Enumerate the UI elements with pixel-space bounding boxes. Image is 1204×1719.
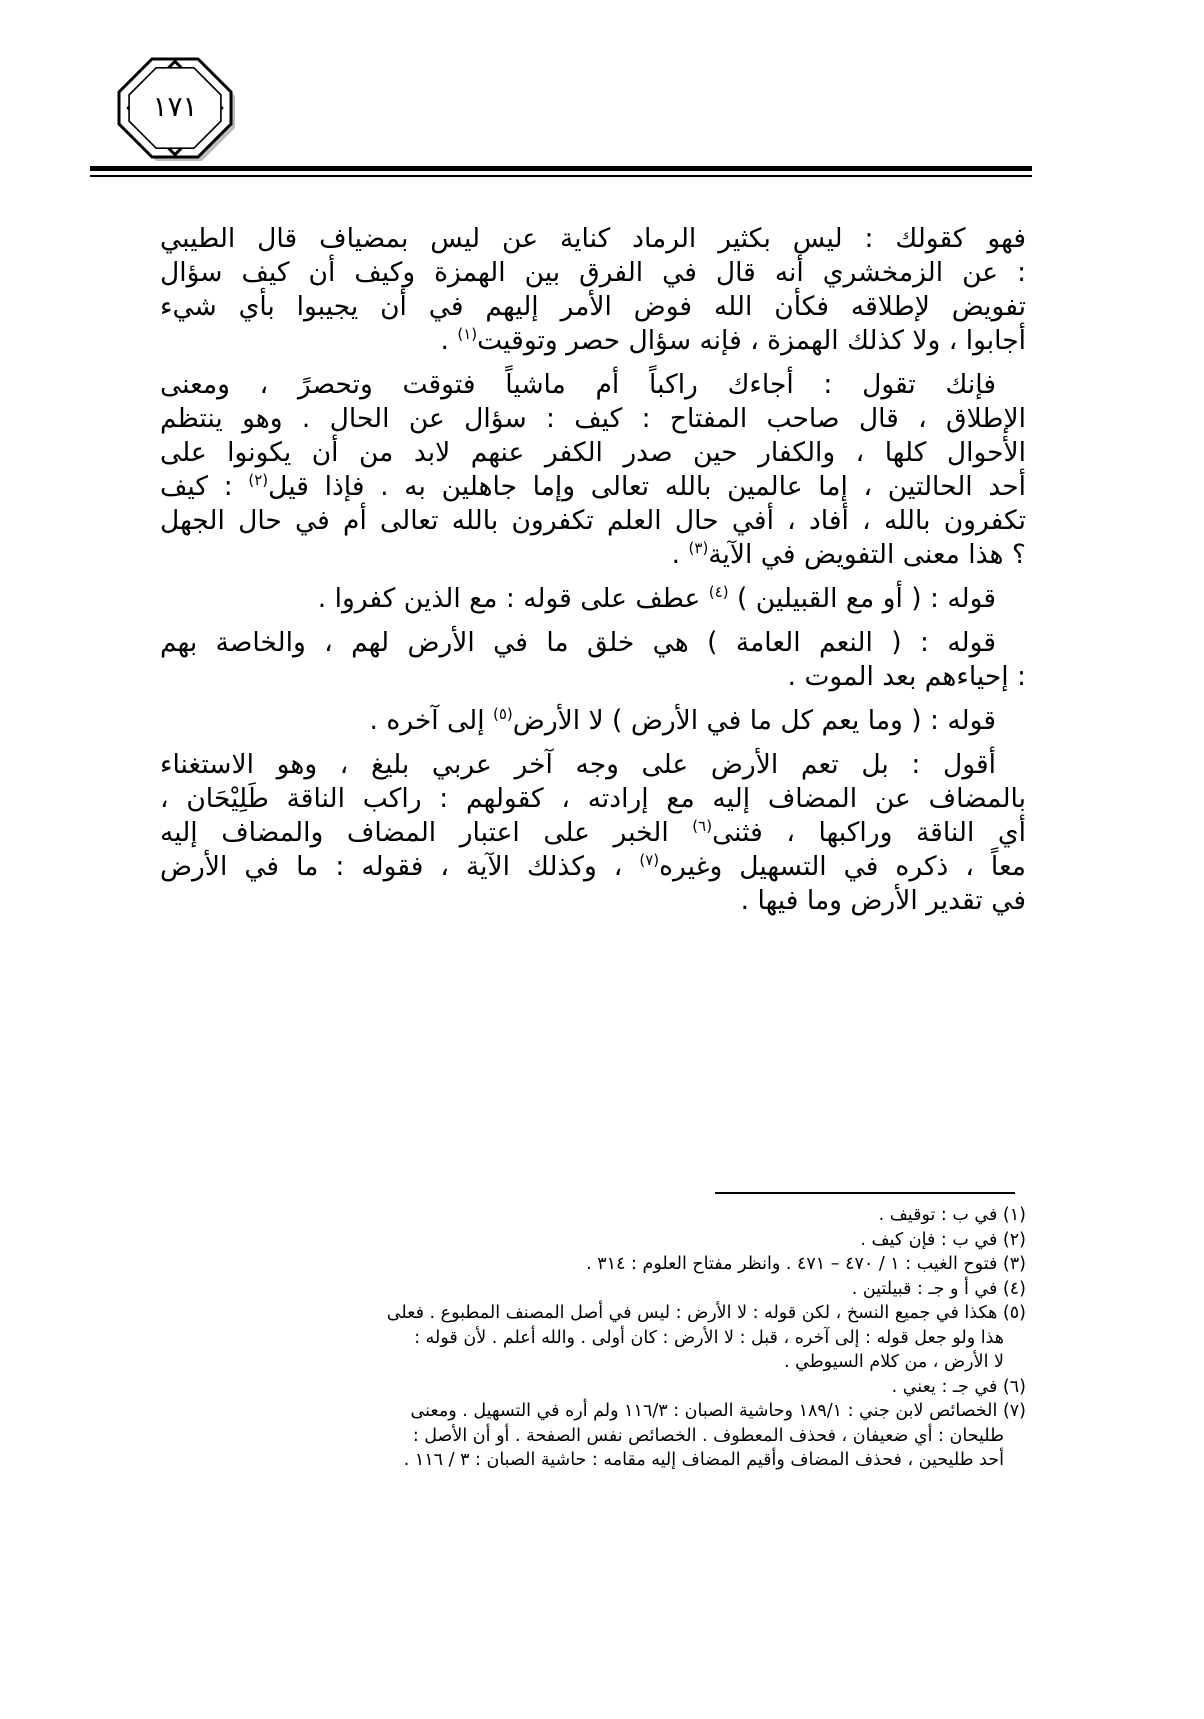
text-run: أحد الحالتين ، إما عالمين بالله تعالى وإما جاهلين به . فإذا قيل: [268, 471, 1026, 502]
text-line: [160, 582, 1026, 616]
footnotes: [160, 1203, 1026, 1473]
footnote-marker: (٦): [692, 817, 713, 836]
text-line: قوله : ( النعم العامة ) هي خلق ما في الأرض لهم ، والخاصة بهم: [160, 627, 996, 658]
text-run: أي الناقة وراكبها ، فثنى: [712, 817, 1027, 848]
text-run: إلى آخره .: [369, 705, 493, 736]
footnote-marker: (٣): [688, 539, 709, 558]
text-line: [160, 538, 1026, 572]
paragraph: [160, 748, 1026, 918]
footnote-line: (٢) في ب : فإن كيف .: [860, 1229, 1026, 1250]
text-line: أقول : بل تعم الأرض على وجه آخر عربي بليغ ، وهو الاستغناء: [160, 749, 996, 780]
page-number: ١٧١: [152, 90, 198, 123]
header-rule-thick: [90, 166, 1032, 171]
footnote-line: (٥) هكذا في جميع النسخ ، لكن قوله : لا الأرض : ليس في أصل المصنف المطبوع . فعلى: [386, 1303, 1026, 1323]
footnote-line: (٧) الخصائص لابن جني : ١٨٩/١ وحاشية الصبان : ١١٦/٣ ولم أره في التسهيل . ومعنى: [410, 1401, 1026, 1421]
text-line: : إحياءهم بعد الموت .: [787, 661, 1026, 692]
footnote-line: (٣) فتوح الغيب : ١ / ٤٧٠ – ٤٧١ . وانظر مفتاح العلوم : ٣١٤ .: [586, 1254, 1026, 1274]
text-line: [160, 704, 1026, 738]
text-line: فإنك تقول : أجاءك راكباً أم ماشياً فتوقت وتحصرً ، ومعنى: [160, 369, 996, 400]
text-run: .: [671, 539, 689, 570]
paragraph: [160, 582, 1026, 616]
text-run: قوله : ( أو مع القبيلين ): [728, 583, 996, 614]
text-line: تفويض لإطلاقه فكأن الله فوض الأمر إليهم في أن يجيبوا بأي شيء: [160, 291, 1026, 322]
paragraph: [160, 368, 1026, 572]
text-line: الإطلاق ، قال صاحب المفتاح : كيف : سؤال عن الحال . وهو ينتظم: [160, 403, 1026, 434]
text-run: : كيف: [160, 471, 249, 502]
text-line: تكفرون بالله ، أفاد ، أفي حال العلم تكفرون بالله تعالى أم في حال الجهل: [160, 505, 1026, 536]
footnote-marker: (٧): [639, 851, 660, 870]
text-line: [160, 470, 1026, 504]
paragraph: [160, 626, 1026, 694]
footnote-line: طليحان : أي ضعيفان ، فحذف المعطوف . الخصائص نفس الصفحة . أو أن الأصل :: [412, 1425, 1004, 1446]
footnote-marker: (٥): [493, 705, 513, 724]
footnote-marker: (١): [457, 325, 478, 344]
footnote: [160, 1375, 1026, 1400]
footnote-separator: [715, 1192, 1015, 1194]
text-run: الخبر على اعتبار المضاف والمضاف إليه: [160, 817, 693, 848]
text-run: أجابوا ، ولا كذلك الهمزة ، فإنه سؤال حصر وتوقيت: [477, 325, 1026, 356]
footnote: [160, 1301, 1026, 1375]
text-run: .: [440, 325, 458, 356]
footnote-line: (١) في ب : توقيف .: [878, 1205, 1026, 1225]
footnote: [160, 1252, 1026, 1277]
text-line: [160, 850, 1026, 884]
footnote: [160, 1228, 1026, 1253]
text-line: في تقدير الأرض وما فيها .: [740, 885, 1026, 916]
footnote-line: هذا ولو جعل قوله : إلى آخره ، قبل : لا الأرض : كان أولى . والله أعلم . لأن قوله :: [414, 1327, 1004, 1348]
header-rule-thin: [90, 175, 1032, 177]
footnote-line: لا الأرض ، من كلام السيوطي .: [784, 1352, 1004, 1372]
main-text: [160, 222, 1026, 928]
text-run: قوله : ( وما يعم كل ما في الأرض ) لا الأرض: [512, 705, 996, 736]
footnote-line: أحد طليحين ، فحذف المضاف وأقيم المضاف إليه مقامه : حاشية الصبان : ٣ / ١١٦ .: [403, 1450, 1004, 1470]
text-line: : عن الزمخشري أنه قال في الفرق بين الهمزة وكيف أن كيف سؤال: [160, 257, 1026, 288]
paragraph: [160, 222, 1026, 358]
text-line: [160, 816, 1026, 850]
footnote: [160, 1277, 1026, 1302]
text-line: بالمضاف عن المضاف إليه مع إرادته ، كقولهم : راكب الناقة طَلِيْحَان ،: [160, 783, 1026, 814]
text-run: ، وكذلك الآية ، فقوله : ما في الأرض: [160, 851, 640, 882]
text-line: [160, 324, 1026, 358]
text-run: عطف على قوله : مع الذين كفروا .: [317, 583, 709, 614]
footnote: [160, 1399, 1026, 1473]
text-line: فهو كقولك : ليس بكثير الرماد كناية عن ليس بمضياف قال الطيبي: [160, 223, 1026, 254]
text-run: معاً ، ذكره في التسهيل وغيره: [659, 851, 1026, 882]
page-number-badge: [100, 42, 250, 172]
text-line: الأحوال كلها ، والكفار حين صدر الكفر عنهم لابد من أن يكونوا على: [160, 437, 1026, 468]
footnote-line: (٦) في جـ : يعني .: [891, 1376, 1026, 1397]
text-run: ؟ هذا معنى التفويض في الآية: [708, 539, 1026, 570]
footnote: [160, 1203, 1026, 1228]
footnote-marker: (٤): [708, 583, 729, 602]
paragraph: [160, 704, 1026, 738]
footnote-marker: (٢): [248, 471, 269, 490]
footnote-line: (٤) في أ و جـ : قبيلتين .: [851, 1278, 1026, 1299]
